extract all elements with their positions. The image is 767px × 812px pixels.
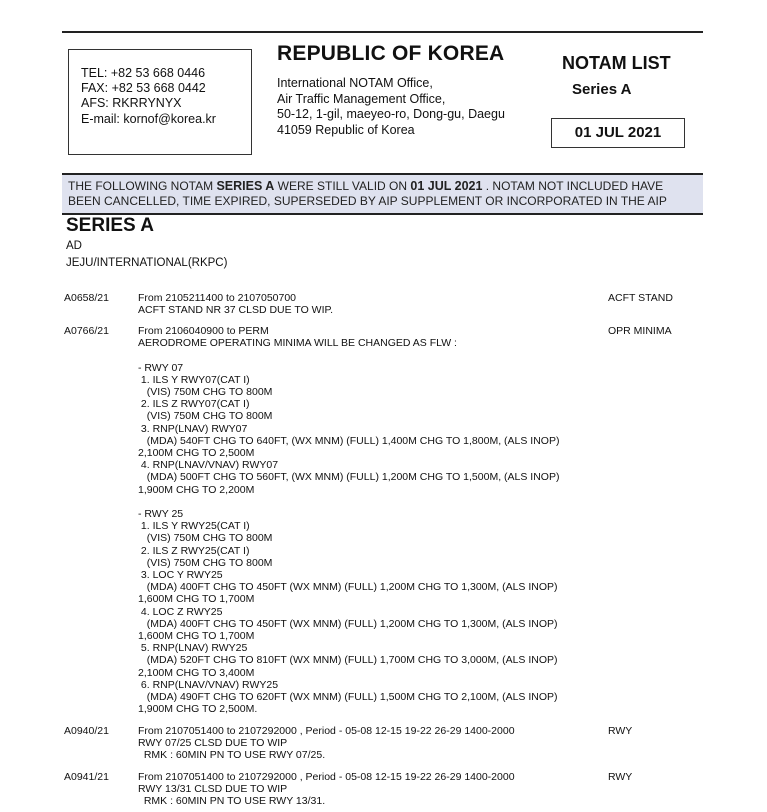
notam-category: OPR MINIMA <box>608 325 672 337</box>
notam-list-title: NOTAM LIST <box>562 53 671 73</box>
validity-banner <box>62 173 703 215</box>
office-line: 50-12, 1-gil, maeyeo-ro, Dong-gu, Daegu <box>277 107 505 121</box>
notam-category: ACFT STAND <box>608 292 673 304</box>
series-heading: SERIES A <box>66 215 154 236</box>
office-line: International NOTAM Office, <box>277 76 433 90</box>
banner-part: WERE STILL VALID ON <box>274 179 411 193</box>
airport-name: JEJU/INTERNATIONAL(RKPC) <box>66 257 228 269</box>
notam-id: A0658/21 <box>64 292 109 304</box>
series-label: Series A <box>572 81 632 98</box>
banner-line2: BEEN CANCELLED, TIME EXPIRED, SUPERSEDED BY AIP SUPPLEMENT OR INCORPORATED IN THE AIP <box>68 194 667 208</box>
contact-tel: TEL: +82 53 668 0446 <box>81 66 206 80</box>
contact-afs: AFS: RKRRYNYX <box>81 96 182 110</box>
contact-email: E-mail: kornof@korea.kr <box>81 112 216 126</box>
notam-category: RWY <box>608 725 633 737</box>
banner-part: THE FOLLOWING NOTAM <box>68 179 217 193</box>
notam-text: From 2107051400 to 2107292000 , Period - 05-08 12-15 19-22 26-29 1400-2000 RWY 07/25 CLSD DUE TO WIP RMK : 60MIN PN TO USE RWY 07/25. <box>138 725 515 762</box>
banner-series: SERIES A <box>216 179 275 193</box>
contact-fax: FAX: +82 53 668 0442 <box>81 81 206 95</box>
contact-box <box>68 49 252 155</box>
notam-text: From 2106040900 to PERM AERODROME OPERATING MINIMA WILL BE CHANGED AS FLW : - RWY 07 1. ILS Y RWY07(CAT I) (VIS) 750M CHG TO 800M 2. ILS Z RWY07(CAT I) (VIS) 750M CHG TO 800M 3. RNP(LNAV) RWY07 (MDA) 540FT CHG TO 640FT, (WX MNM) (FULL) 1,400M CHG TO 1,800M, (ALS INOP) 2,100M CHG TO 2,500M 4. RNP(LNAV/VNAV) RWY07 (MDA) 500FT CHG TO 560FT, (WX MNM) (FULL) 1,200M CHG TO 1,500M, (ALS INOP) 1,900M CHG TO 2,200M - RWY 25 1. ILS Y RWY25(CAT I) (VIS) 750M CHG TO 800M 2. ILS Z RWY25(CAT I) (VIS) 750M CHG TO 800M 3. LOC Y RWY25 (MDA) 400FT CHG TO 450FT (WX MNM) (FULL) 1,200M CHG TO 1,300M, (ALS INOP) 1,600M CHG TO 1,700M 4. LOC Z RWY25 (MDA) 400FT CHG TO 450FT (WX MNM) (FULL) 1,200M CHG TO 1,300M, (ALS INOP) 1,600M CHG TO 1,700M 5. RNP(LNAV) RWY25 (MDA) 520FT CHG TO 810FT (WX MNM) (FULL) 1,700M CHG TO 3,000M, (ALS INOP) 2,100M CHG TO 3,400M 6. RNP(LNAV/VNAV) RWY25 (MDA) 490FT CHG TO 620FT (WX MNM) (FULL) 1,500M CHG TO 2,100M, (ALS INOP) 1,900M CHG TO 2,500M. <box>138 325 560 716</box>
office-address <box>277 76 505 138</box>
page-title: REPUBLIC OF KOREA <box>277 42 505 65</box>
office-line: Air Traffic Management Office, <box>277 91 446 106</box>
notam-text: From 2107051400 to 2107292000 , Period - 05-08 12-15 19-22 26-29 1400-2000 RWY 13/31 CLSD DUE TO WIP RMK : 60MIN PN TO USE RWY 13/31. <box>138 771 515 808</box>
notam-text: From 2105211400 to 2107050700 ACFT STAND NR 37 CLSD DUE TO WIP. <box>138 292 334 317</box>
banner-part: . NOTAM NOT INCLUDED HAVE <box>482 179 664 193</box>
notam-id: A0940/21 <box>64 725 109 737</box>
notam-category: RWY <box>608 771 633 783</box>
date-box: 01 JUL 2021 <box>551 118 685 148</box>
notam-id: A0766/21 <box>64 325 109 337</box>
section-type: AD <box>66 240 82 252</box>
banner-date: 01 JUL 2021 <box>410 179 483 193</box>
notam-id: A0941/21 <box>64 771 109 783</box>
office-line: 41059 Republic of Korea <box>277 122 415 137</box>
top-rule <box>62 31 703 33</box>
banner-text <box>68 179 667 209</box>
